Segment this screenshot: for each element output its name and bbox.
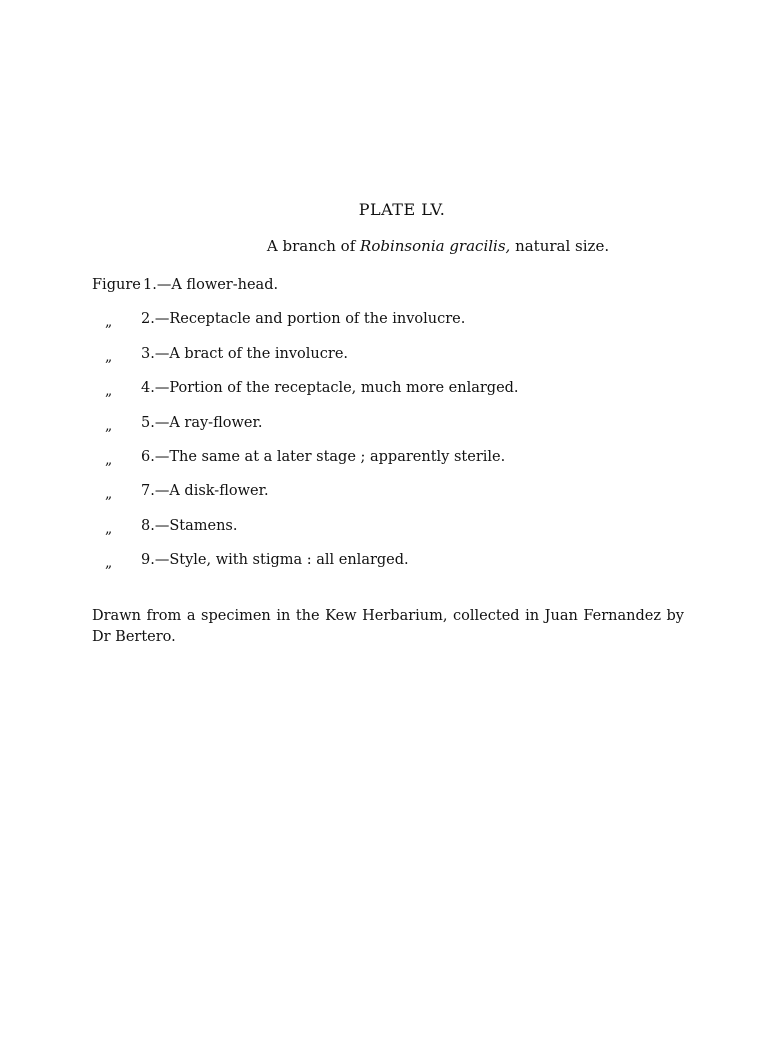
figure-description: 8.—Stamens. [141,517,238,534]
ditto-mark: „ [105,314,113,331]
figure-item [0,550,776,584]
species-name: Robinsonia gracilis, [360,237,511,255]
plate-title: PLATE LV. [358,200,446,219]
ditto-mark: „ [105,555,113,572]
figure-label: Figure [92,277,141,293]
caption-prefix: A branch of [266,237,361,255]
figure-description: 1.—A flower-head. [143,277,279,293]
figure-description: 2.—Receptacle and portion of the involucre. [141,311,466,328]
figure-item [0,516,776,550]
ditto-mark: „ [105,383,113,400]
ditto-mark: „ [105,451,113,468]
caption-suffix: natural size. [510,237,610,255]
ditto-mark: „ [105,348,113,365]
figure-item [0,447,776,481]
figure-item [0,481,776,515]
figure-description: 3.—A bract of the involucre. [141,345,349,362]
figure-list [0,275,776,585]
figure-item [0,344,776,378]
figure-item [0,413,776,447]
ditto-mark: „ [105,417,113,434]
figure-item [0,275,776,309]
figure-description: 4.—Portion of the receptacle, much more enlarged. [141,380,519,397]
figure-description: 6.—The same at a later stage ; apparently sterile. [141,448,506,465]
specimen-note: Drawn from a specimen in the Kew Herbarium, collected in Juan Fernandez by Dr Bertero. [92,607,684,645]
figure-item [0,378,776,412]
figure-description: 9.—Style, with stigma : all enlarged. [141,552,409,569]
figure-item [0,309,776,343]
figure-description: 5.—A ray-flower. [141,414,263,431]
ditto-mark: „ [105,486,113,503]
ditto-mark: „ [105,520,113,537]
figure-description: 7.—A disk-flower. [141,483,269,500]
plate-caption [0,237,776,255]
